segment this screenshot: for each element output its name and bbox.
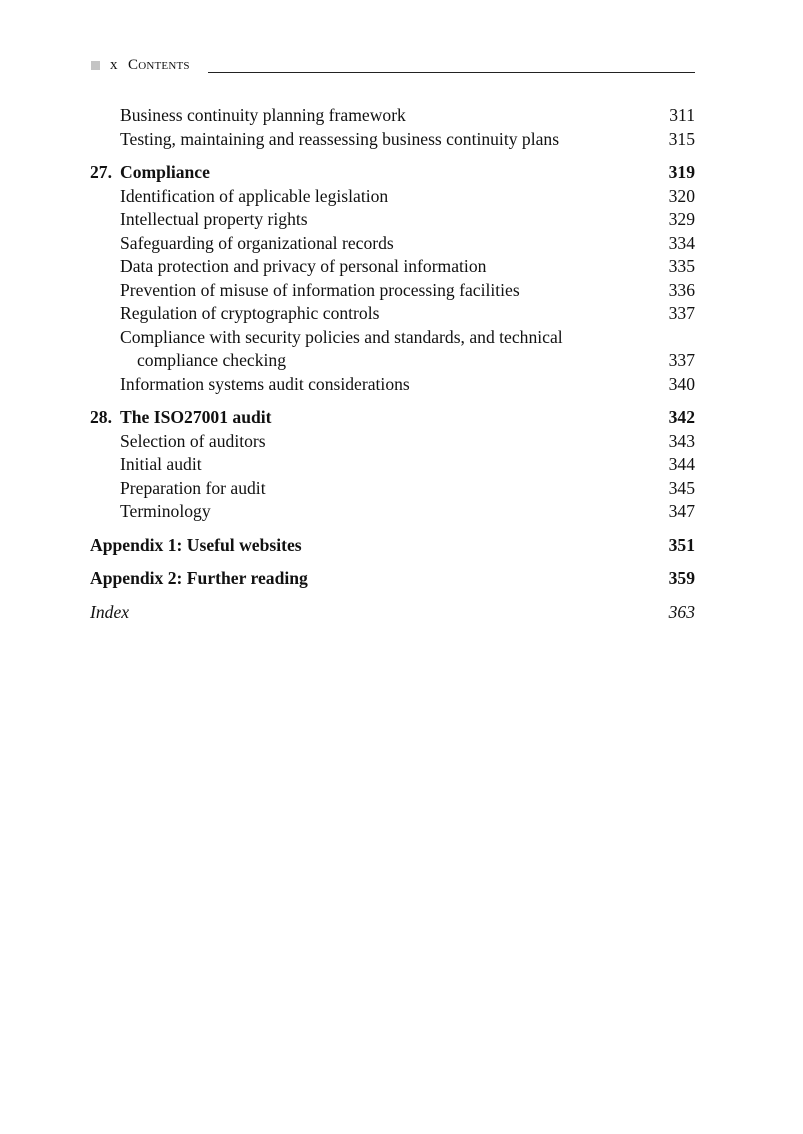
toc-entry-label: Safeguarding of organizational records [120,232,394,253]
toc-entry-page: 315 [668,128,695,149]
toc-entry-page: 343 [668,430,695,451]
toc-entry-label: Prevention of misuse of information processing facilities [120,279,520,300]
chapter-number: 28. [90,407,112,427]
toc-entry-page: 334 [668,232,695,253]
toc-entry-label: Business continuity planning framework [120,105,406,125]
toc-entry-page: 337 [668,303,695,323]
toc-entry[interactable] [90,208,695,232]
toc-entry-label: Intellectual property rights [120,209,308,229]
toc-appendix-2[interactable] [90,567,695,591]
toc-entry-label-continued: compliance checking [137,350,286,370]
appendix-title: Appendix 2: Further reading [90,568,308,588]
toc-entry-page: 336 [668,279,695,300]
toc-entry-label: Testing, maintaining and reassessing business continuity plans [120,128,560,149]
toc-chapter-27[interactable] [90,161,695,185]
toc-entry[interactable] [90,302,695,326]
toc-entry[interactable] [90,128,695,152]
running-head-title: Contents [128,57,190,73]
toc-entry-label: Identification of applicable legislation [120,185,389,206]
chapter-number: 27. [90,162,112,182]
toc-entry[interactable] [90,373,695,397]
page-folio: x [110,57,118,73]
square-bullet-icon [91,61,100,70]
toc-appendix-1[interactable] [90,534,695,558]
appendix-page: 351 [668,534,695,555]
chapter-title: Compliance [120,162,210,182]
toc-entry-label: Preparation for audit [120,477,266,498]
toc-entry[interactable] [90,500,695,524]
index-title: Index [90,601,130,622]
toc-entry-page: 311 [669,105,695,125]
appendix-title: Appendix 1: Useful websites [90,534,302,555]
table-of-contents [90,104,695,624]
appendix-page: 359 [668,568,695,588]
toc-entry[interactable] [90,104,695,128]
toc-entry[interactable] [90,185,695,209]
toc-entry[interactable] [90,430,695,454]
chapter-title: The ISO27001 audit [120,407,272,427]
toc-entry-label: Regulation of cryptographic controls [120,303,380,323]
toc-entry-label: Selection of auditors [120,430,266,451]
running-header [90,56,695,76]
toc-entry[interactable] [90,477,695,501]
chapter-page: 319 [668,162,695,182]
toc-entry-page: 345 [668,477,695,498]
toc-entry[interactable] [90,255,695,279]
toc-entry-label: Compliance with security policies and standards, and technical [120,326,563,347]
toc-entry-label: Information systems audit considerations [120,373,410,394]
toc-index[interactable] [90,601,695,625]
toc-entry-page: 320 [668,185,695,206]
toc-entry-page: 347 [668,501,695,521]
toc-entry-page: 340 [668,373,695,394]
toc-entry[interactable] [90,453,695,477]
toc-entry-page: 344 [668,454,695,474]
toc-chapter-28[interactable] [90,406,695,430]
toc-entry[interactable] [90,279,695,303]
toc-entry[interactable] [90,232,695,256]
toc-entry-page: 335 [668,256,695,276]
toc-entry[interactable] [90,326,695,350]
toc-entry-label: Terminology [120,501,211,521]
index-page: 363 [668,601,695,622]
toc-entry-label: Data protection and privacy of personal information [120,256,487,276]
header-rule [208,72,695,73]
toc-entry-page: 329 [668,209,695,229]
toc-entry-page: 337 [668,350,695,370]
chapter-page: 342 [668,407,695,427]
toc-entry-label: Initial audit [120,454,202,474]
toc-entry-continuation[interactable] [90,349,695,373]
